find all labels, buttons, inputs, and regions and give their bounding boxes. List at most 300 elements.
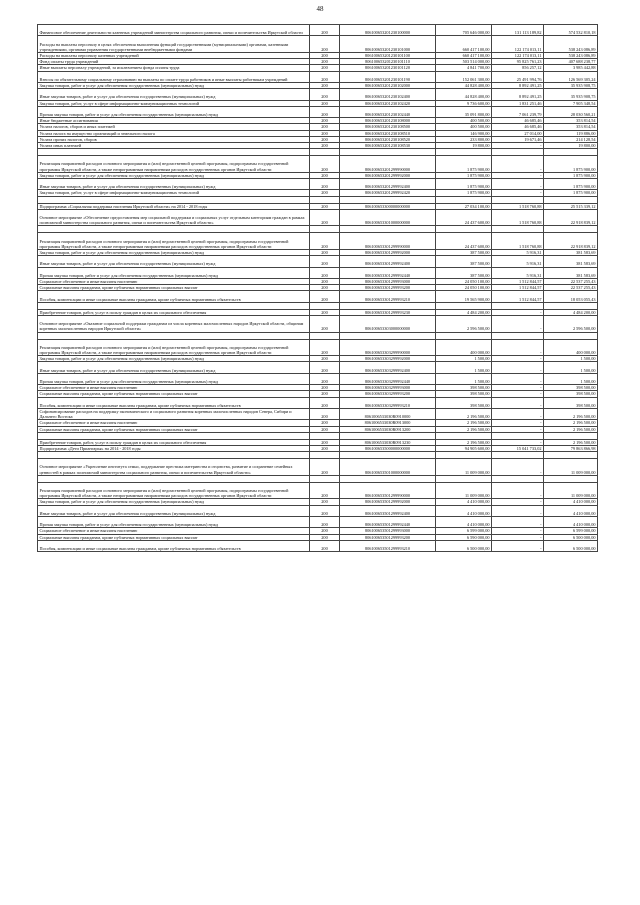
row-remaining-amount: 11 009 000,00: [544, 482, 598, 499]
row-remaining-amount: 28 030 560,21: [544, 106, 598, 117]
row-budget-code: 806100653303299992000: [340, 356, 436, 362]
spacer-cell: [38, 475, 310, 482]
row-description: Расходы на выплаты персоналу казенных учреждений: [38, 52, 310, 58]
row-planned-amount: 24 050 100,00: [436, 278, 492, 284]
row-remaining-amount: 2 196 500,00: [544, 439, 598, 445]
row-executed-amount: -: [492, 356, 544, 362]
row-description: Реализация направлений расходов основного мероприятия и (или) ведомственной целевой программы, подпрограммы государственной программы Иркутской области, а также непрограммным направлениям расходов государственных органов Иркутской области: [38, 156, 310, 173]
row-budget-code: 806100653301299992440: [340, 267, 436, 278]
row-executed-amount: 8 892 491,25: [492, 82, 544, 88]
row-planned-amount: 400 500,00: [436, 124, 492, 130]
spacer-cell: [492, 302, 544, 309]
row-description: Основное мероприятие «Оказание социальной поддержки гражданам из числа коренных малочисленных народов Иркутской области, общинам коренных малочисленных народов Иркутской области»: [38, 315, 310, 332]
spacer-cell: [310, 196, 340, 203]
row-description: Социальное обеспечение и иные выплаты населению: [38, 528, 310, 534]
row-planned-amount: 387 500,00: [436, 249, 492, 255]
row-executed-amount: -: [492, 534, 544, 540]
spacer-cell: [436, 475, 492, 482]
row-executed-amount: 46 685,46: [492, 118, 544, 124]
row-planned-amount: 146 900,00: [436, 130, 492, 136]
row-admin-code: 200: [310, 426, 340, 432]
row-budget-code: 806100653201230102440: [340, 106, 436, 117]
row-admin-code: 200: [310, 209, 340, 226]
row-planned-amount: 387 500,00: [436, 256, 492, 267]
row-planned-amount: 35 091 800,00: [436, 106, 492, 117]
row-description: Уплата иных платежей: [38, 142, 310, 148]
row-budget-code: 80610065330З0R0910000: [340, 408, 436, 419]
row-budget-code: 806100653501299990000: [340, 482, 436, 499]
spacer-cell: [38, 432, 310, 439]
row-budget-code: 806100653201230101100: [340, 52, 436, 58]
spacer-cell: [436, 226, 492, 233]
row-budget-code: 806100653301299990000: [340, 233, 436, 250]
row-description: Социальное обеспечение и иные выплаты населению: [38, 278, 310, 284]
spacer-cell: [340, 196, 436, 203]
row-planned-amount: 4 841 700,00: [436, 65, 492, 71]
table-row: [38, 315, 598, 332]
row-budget-code: 806100653201299992000: [340, 172, 436, 178]
row-planned-amount: 24 050 100,00: [436, 285, 492, 291]
table-row: [38, 267, 598, 278]
row-admin-code: 200: [310, 339, 340, 356]
row-executed-amount: 131 113 189,82: [492, 25, 544, 36]
row-admin-code: 200: [310, 59, 340, 65]
spacer-row: [38, 332, 598, 339]
spacer-cell: [492, 452, 544, 459]
row-admin-code: 200: [310, 178, 340, 189]
spacer-cell: [544, 226, 598, 233]
row-planned-amount: 24 437 600,00: [436, 233, 492, 250]
row-executed-amount: 1 512 844,57: [492, 285, 544, 291]
row-budget-code: 80610065330З0R0913230: [340, 439, 436, 445]
row-planned-amount: 1 875 900,00: [436, 156, 492, 173]
row-executed-amount: -: [492, 142, 544, 148]
row-description: Иные закупки товаров, работ и услуг для обеспечения государственных (муниципальных) нужд: [38, 256, 310, 267]
spacer-row: [38, 302, 598, 309]
row-executed-amount: -: [492, 516, 544, 527]
row-remaining-amount: 6 500 000,00: [544, 540, 598, 551]
row-planned-amount: 4 410 000,00: [436, 505, 492, 516]
spacer-cell: [436, 149, 492, 156]
row-budget-code: 806100653301299993200: [340, 285, 436, 291]
row-remaining-amount: 574 532 810,18: [544, 25, 598, 36]
table-row: [38, 209, 598, 226]
row-planned-amount: 660 417 100,00: [436, 52, 492, 58]
table-row: [38, 25, 598, 36]
row-planned-amount: 2 596 500,00: [436, 315, 492, 332]
row-description: Уплата прочих налогов, сборов: [38, 136, 310, 142]
row-executed-amount: 1 518 760,88: [492, 203, 544, 209]
row-admin-code: 200: [310, 106, 340, 117]
row-remaining-amount: 6 500 000,00: [544, 534, 598, 540]
row-planned-amount: 11 009 000,00: [436, 459, 492, 476]
row-budget-code: 806100653201230101000: [340, 36, 436, 53]
row-executed-amount: -: [492, 315, 544, 332]
row-planned-amount: 660 417 100,00: [436, 36, 492, 53]
row-budget-code: 806100653201230102000: [340, 82, 436, 88]
row-description: Иные закупки товаров, работ и услуг для обеспечения государственных (муниципальных) нужд: [38, 178, 310, 189]
row-planned-amount: 705 646 000,00: [436, 25, 492, 36]
row-planned-amount: 6 599 000,00: [436, 528, 492, 534]
spacer-cell: [492, 196, 544, 203]
row-planned-amount: 387 500,00: [436, 267, 492, 278]
row-executed-amount: -: [492, 439, 544, 445]
row-description: Закупка товаров, работ и услуг для обеспечения государственных (муниципальных) нужд: [38, 82, 310, 88]
row-executed-amount: 25 491 994,76: [492, 71, 544, 82]
row-admin-code: 200: [310, 118, 340, 124]
row-description: Прочая закупка товаров, работ и услуг для обеспечения государственных (муниципальных) нужд: [38, 516, 310, 527]
row-remaining-amount: 2 196 500,00: [544, 426, 598, 432]
row-description: Расходы на выплаты персоналу в целях обеспечения выполнения функций государственными (муниципальными) органами, казенными учреждениями, органами управления государственными внебюджетными фондами: [38, 36, 310, 53]
row-admin-code: 200: [310, 408, 340, 419]
row-budget-code: 806100653201230108520: [340, 136, 436, 142]
row-budget-code: 806100653201230102400: [340, 89, 436, 100]
spacer-cell: [544, 432, 598, 439]
spacer-cell: [436, 452, 492, 459]
row-description: Социальные выплаты гражданам, кроме публичных нормативных социальных выплат: [38, 285, 310, 291]
table-row: [38, 482, 598, 499]
row-planned-amount: 398 500,00: [436, 391, 492, 397]
row-executed-amount: 8 892 491,25: [492, 89, 544, 100]
row-description: Иные закупки товаров, работ и услуг для обеспечения государственных (муниципальных) нужд: [38, 89, 310, 100]
row-executed-amount: -: [492, 408, 544, 419]
table-row: [38, 89, 598, 100]
spacer-cell: [38, 226, 310, 233]
spacer-row: [38, 149, 598, 156]
row-admin-code: 200: [310, 291, 340, 302]
row-executed-amount: 1 831 251,46: [492, 100, 544, 106]
row-executed-amount: 27 014,00: [492, 130, 544, 136]
row-budget-code: 806100653201299992420: [340, 190, 436, 196]
row-budget-code: 806100653301299993230: [340, 309, 436, 315]
row-description: Пособия, компенсации и иные социальные выплаты гражданам, кроме публичных нормативных обязательств: [38, 397, 310, 408]
budget-table: [37, 24, 598, 552]
spacer-cell: [436, 196, 492, 203]
row-planned-amount: 19 800,00: [436, 142, 492, 148]
row-budget-code: 806100653201230101120: [340, 65, 436, 71]
spacer-cell: [38, 452, 310, 459]
row-planned-amount: 9 736 600,00: [436, 100, 492, 106]
row-description: Приобретение товаров, работ, услуг в пользу граждан в целях их социального обеспечения: [38, 309, 310, 315]
row-planned-amount: 2 196 500,00: [436, 420, 492, 426]
row-remaining-amount: 4 410 000,00: [544, 516, 598, 527]
row-admin-code: 200: [310, 534, 340, 540]
row-executed-amount: 1 512 844,57: [492, 278, 544, 284]
row-budget-code: 806100653303299990000: [340, 339, 436, 356]
row-remaining-amount: 353 814,54: [544, 118, 598, 124]
row-executed-amount: -: [492, 397, 544, 408]
row-remaining-amount: 1 500,00: [544, 356, 598, 362]
spacer-cell: [492, 332, 544, 339]
row-budget-code: 806100653301000000000: [340, 209, 436, 226]
row-planned-amount: 1 500,00: [436, 362, 492, 373]
spacer-cell: [492, 226, 544, 233]
row-admin-code: 200: [310, 256, 340, 267]
spacer-cell: [38, 196, 310, 203]
row-executed-amount: 95 825 761,23: [492, 59, 544, 65]
table-row: [38, 516, 598, 527]
row-executed-amount: -: [492, 459, 544, 476]
row-executed-amount: -: [492, 391, 544, 397]
spacer-cell: [310, 302, 340, 309]
row-executed-amount: -: [492, 309, 544, 315]
row-remaining-amount: 381 583,69: [544, 267, 598, 278]
row-planned-amount: 11 009 000,00: [436, 482, 492, 499]
row-description: Пособия, компенсации и иные социальные выплаты гражданам, кроме публичных нормативных обязательств: [38, 540, 310, 551]
row-description: Прочая закупка товаров, работ и услуг для обеспечения государственных (муниципальных) нужд: [38, 373, 310, 384]
row-budget-code: 806100653501299993000: [340, 528, 436, 534]
row-budget-code: 806100653201299990000: [340, 156, 436, 173]
row-budget-code: 806100653201230108500: [340, 124, 436, 130]
row-description: Основное мероприятие «Обеспечение предоставления мер социальной поддержки и социальных услуг отдельным категориям граждан в рамках полномочий министерства социального развития, опеки и попечительства Иркутской области»: [38, 209, 310, 226]
row-remaining-amount: 79 863 866,98: [544, 445, 598, 451]
row-budget-code: 806100653501000000000: [340, 459, 436, 476]
row-planned-amount: 1 875 900,00: [436, 178, 492, 189]
row-executed-amount: -: [492, 499, 544, 505]
row-admin-code: 200: [310, 267, 340, 278]
row-admin-code: 200: [310, 156, 340, 173]
spacer-cell: [310, 432, 340, 439]
row-planned-amount: 4 410 000,00: [436, 499, 492, 505]
row-admin-code: 200: [310, 309, 340, 315]
spacer-cell: [310, 475, 340, 482]
row-budget-code: 806100653303299993210: [340, 397, 436, 408]
row-description: Закупка товаров, работ, услуг в сфере информационно-коммуникационных технологий: [38, 190, 310, 196]
row-budget-code: 806100653501299992400: [340, 505, 436, 516]
row-planned-amount: 27 034 100,00: [436, 203, 492, 209]
spacer-cell: [544, 332, 598, 339]
row-planned-amount: 1 875 900,00: [436, 172, 492, 178]
row-remaining-amount: 119 886,00: [544, 130, 598, 136]
spacer-cell: [340, 149, 436, 156]
row-description: Иные бюджетные ассигнования: [38, 118, 310, 124]
row-budget-code: 806100653201230108000: [340, 118, 436, 124]
row-admin-code: 200: [310, 482, 340, 499]
row-executed-amount: -: [492, 420, 544, 426]
row-budget-code: 806100653501299993210: [340, 540, 436, 551]
row-remaining-amount: 1 875 900,00: [544, 178, 598, 189]
spacer-cell: [340, 475, 436, 482]
row-planned-amount: 1 500,00: [436, 373, 492, 384]
row-budget-code: 806100653501299992440: [340, 516, 436, 527]
table-row: [38, 156, 598, 173]
row-remaining-amount: 1 875 900,00: [544, 172, 598, 178]
row-budget-code: 806100653501299992000: [340, 499, 436, 505]
row-description: Прочая закупка товаров, работ и услуг для обеспечения государственных (муниципальных) нужд: [38, 106, 310, 117]
row-planned-amount: 503 514 000,00: [436, 59, 492, 65]
spacer-cell: [38, 149, 310, 156]
spacer-row: [38, 452, 598, 459]
row-remaining-amount: 1 875 900,00: [544, 156, 598, 173]
spacer-cell: [544, 149, 598, 156]
row-executed-amount: 1 518 760,88: [492, 233, 544, 250]
row-planned-amount: 44 828 400,00: [436, 89, 492, 100]
row-budget-code: 80610065330З0R0913000: [340, 420, 436, 426]
row-budget-code: 806100653303299993200: [340, 391, 436, 397]
row-remaining-amount: 22 918 839,12: [544, 209, 598, 226]
row-description: Уплата налога на имущество организаций и земельного налога: [38, 130, 310, 136]
row-admin-code: 200: [310, 65, 340, 71]
row-admin-code: 200: [310, 499, 340, 505]
table-row: [38, 178, 598, 189]
row-executed-amount: -: [492, 505, 544, 516]
row-budget-code: 806100653201230102420: [340, 100, 436, 106]
table-row: [38, 397, 598, 408]
row-admin-code: 200: [310, 142, 340, 148]
spacer-cell: [340, 432, 436, 439]
table-row: [38, 408, 598, 419]
row-description: Реализация направлений расходов основного мероприятия и (или) ведомственной целевой программы, подпрограммы государственной программы Иркутской области, а также непрограммным направлениям расходов государственных органов Иркутской области: [38, 482, 310, 499]
row-remaining-amount: 1 500,00: [544, 373, 598, 384]
row-executed-amount: 1 518 760,88: [492, 209, 544, 226]
row-executed-amount: 856 257,12: [492, 65, 544, 71]
row-planned-amount: 400 000,00: [436, 339, 492, 356]
row-admin-code: 200: [310, 136, 340, 142]
row-remaining-amount: 2 196 500,00: [544, 408, 598, 419]
table-row: [38, 505, 598, 516]
table-row: [38, 339, 598, 356]
row-executed-amount: -: [492, 156, 544, 173]
row-budget-code: 806100653201299992400: [340, 178, 436, 189]
budget-table-container: [37, 24, 597, 552]
row-admin-code: 200: [310, 278, 340, 284]
row-description: Софинансирование расходов на поддержку экономического и социального развития коренных малочисленных народов Севера, Сибири и Дальнего Востока: [38, 408, 310, 419]
row-budget-code: 806100653201230108510: [340, 130, 436, 136]
row-executed-amount: 122 174 013,11: [492, 52, 544, 58]
row-description: Социальные выплаты гражданам, кроме публичных нормативных социальных выплат: [38, 391, 310, 397]
row-remaining-amount: 381 583,69: [544, 249, 598, 255]
row-description: Прочая закупка товаров, работ и услуг для обеспечения государственных (муниципальных) нужд: [38, 267, 310, 278]
row-description: Закупка товаров, работ, услуг в сфере информационно-коммуникационных технологий: [38, 100, 310, 106]
row-planned-amount: 4 484 200,00: [436, 309, 492, 315]
spacer-cell: [492, 432, 544, 439]
row-budget-code: 806100653301299992400: [340, 256, 436, 267]
spacer-cell: [340, 302, 436, 309]
row-admin-code: 200: [310, 52, 340, 58]
row-planned-amount: 94 905 600,00: [436, 445, 492, 451]
spacer-row: [38, 196, 598, 203]
row-executed-amount: -: [492, 528, 544, 534]
row-budget-code: 806100653201230100000: [340, 25, 436, 36]
row-planned-amount: 152 061 300,00: [436, 71, 492, 82]
row-executed-amount: 122 174 013,11: [492, 36, 544, 53]
table-row: [38, 291, 598, 302]
spacer-row: [38, 432, 598, 439]
row-executed-amount: -: [492, 172, 544, 178]
row-admin-code: 200: [310, 203, 340, 209]
row-executed-amount: 7 061 239,79: [492, 106, 544, 117]
spacer-cell: [340, 226, 436, 233]
spacer-cell: [436, 432, 492, 439]
row-remaining-amount: 11 009 000,00: [544, 459, 598, 476]
row-planned-amount: 4 410 000,00: [436, 516, 492, 527]
row-description: Уплата налогов, сборов и иных платежей: [38, 124, 310, 130]
row-admin-code: 200: [310, 362, 340, 373]
row-remaining-amount: 1 875 900,00: [544, 190, 598, 196]
row-admin-code: 200: [310, 36, 340, 53]
row-remaining-amount: 398 500,00: [544, 397, 598, 408]
row-remaining-amount: 22 537 255,43: [544, 278, 598, 284]
row-executed-amount: -: [492, 362, 544, 373]
row-description: Взносы по обязательному социальному страхованию на выплаты по оплате труда работников и иные выплаты работникам учреждений: [38, 71, 310, 82]
row-remaining-amount: 353 814,54: [544, 124, 598, 130]
row-admin-code: 200: [310, 528, 340, 534]
row-remaining-amount: 3 985 442,88: [544, 65, 598, 71]
row-budget-code: 806100653201230101190: [340, 71, 436, 82]
row-remaining-amount: 35 935 908,75: [544, 82, 598, 88]
row-description: Закупка товаров, работ и услуг для обеспечения государственных (муниципальных) нужд: [38, 172, 310, 178]
row-description: Пособия, компенсации и иные социальные выплаты гражданам, кроме публичных нормативных обязательств: [38, 291, 310, 302]
row-description: Закупка товаров, работ и услуг для обеспечения государственных (муниципальных) нужд: [38, 356, 310, 362]
row-admin-code: 200: [310, 397, 340, 408]
row-admin-code: 200: [310, 373, 340, 384]
row-remaining-amount: 18 053 055,43: [544, 291, 598, 302]
row-remaining-amount: 22 537 255,43: [544, 285, 598, 291]
row-budget-code: 806100653301299993000: [340, 278, 436, 284]
row-description: Социальные выплаты гражданам, кроме публичных нормативных социальных выплат: [38, 534, 310, 540]
row-remaining-amount: 381 583,69: [544, 256, 598, 267]
spacer-cell: [310, 149, 340, 156]
row-planned-amount: 6 500 000,00: [436, 540, 492, 551]
spacer-cell: [544, 196, 598, 203]
row-remaining-amount: 538 243 086,89: [544, 36, 598, 53]
row-description: Закупка товаров, работ и услуг для обеспечения государственных (муниципальных) нужд: [38, 249, 310, 255]
row-admin-code: 200: [310, 190, 340, 196]
page-number: 48: [316, 5, 324, 13]
row-planned-amount: 2 196 500,00: [436, 426, 492, 432]
table-row: [38, 233, 598, 250]
row-planned-amount: 1 875 900,00: [436, 190, 492, 196]
row-admin-code: 200: [310, 249, 340, 255]
row-remaining-amount: 407 688 238,77: [544, 59, 598, 65]
row-admin-code: 200: [310, 445, 340, 451]
row-description: Социальное обеспечение и иные выплаты населению: [38, 420, 310, 426]
row-remaining-amount: 126 569 305,24: [544, 71, 598, 82]
row-remaining-amount: 19 800,00: [544, 142, 598, 148]
row-admin-code: 200: [310, 89, 340, 100]
row-executed-amount: -: [492, 178, 544, 189]
row-executed-amount: 5 916,31: [492, 267, 544, 278]
spacer-cell: [310, 452, 340, 459]
row-admin-code: 200: [310, 385, 340, 391]
spacer-cell: [340, 332, 436, 339]
row-planned-amount: 2 196 500,00: [436, 439, 492, 445]
row-executed-amount: 1 512 844,57: [492, 291, 544, 302]
row-description: Закупка товаров, работ и услуг для обеспечения государственных (муниципальных) нужд: [38, 499, 310, 505]
row-planned-amount: 400 500,00: [436, 118, 492, 124]
row-remaining-amount: 538 243 086,89: [544, 52, 598, 58]
spacer-row: [38, 475, 598, 482]
row-description: Иные закупки товаров, работ и услуг для обеспечения государственных (муниципальных) нужд: [38, 505, 310, 516]
row-admin-code: 200: [310, 540, 340, 551]
row-budget-code: 806100653201230108530: [340, 142, 436, 148]
row-description: Фонд оплаты труда учреждений: [38, 59, 310, 65]
row-executed-amount: 19 671,46: [492, 136, 544, 142]
row-admin-code: 200: [310, 439, 340, 445]
table-row: [38, 36, 598, 53]
spacer-cell: [544, 475, 598, 482]
row-executed-amount: -: [492, 540, 544, 551]
row-remaining-amount: 4 484 200,00: [544, 309, 598, 315]
spacer-cell: [492, 149, 544, 156]
row-budget-code: 806100653201230101110: [340, 59, 436, 65]
spacer-row: [38, 226, 598, 233]
spacer-cell: [544, 302, 598, 309]
row-executed-amount: 5 916,31: [492, 256, 544, 267]
row-admin-code: 200: [310, 285, 340, 291]
row-planned-amount: 398 500,00: [436, 385, 492, 391]
row-remaining-amount: 214 128,54: [544, 136, 598, 142]
